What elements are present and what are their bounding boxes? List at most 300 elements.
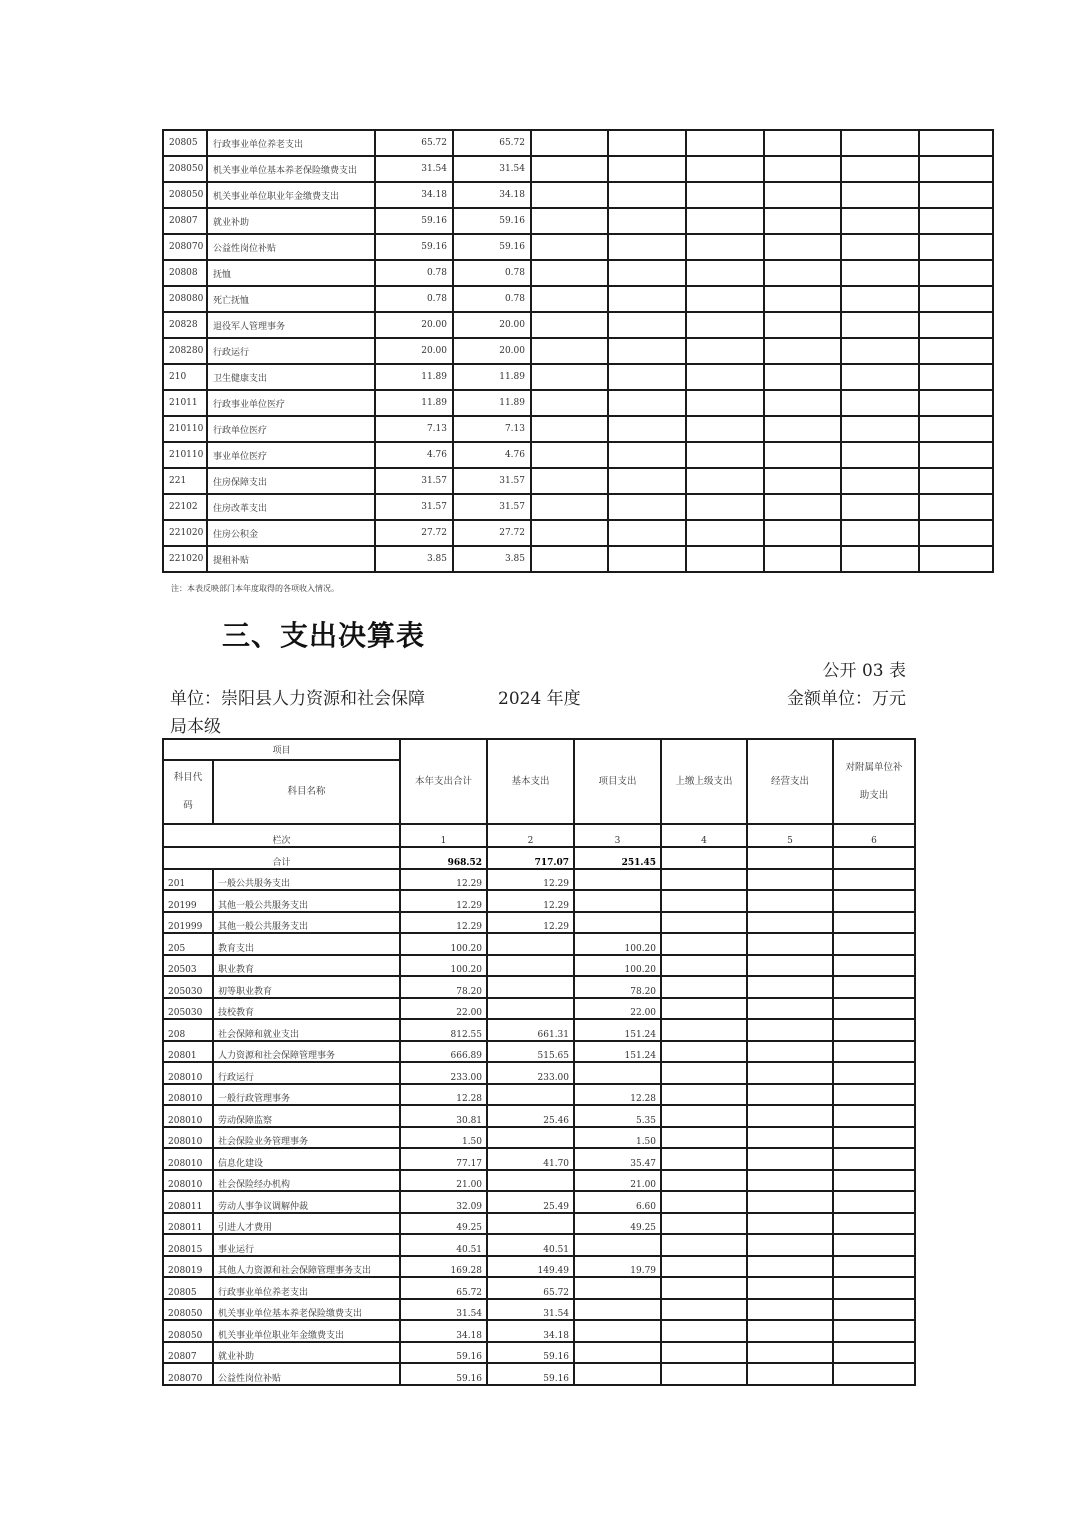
- header-basic: 基本支出: [487, 739, 574, 824]
- amount-total: 31.54: [375, 156, 453, 182]
- empty-cell: [661, 1084, 747, 1106]
- amount-total: 59.16: [375, 234, 453, 260]
- table-row: [163, 234, 993, 260]
- empty-cell: [919, 130, 993, 156]
- amount-project: [574, 869, 661, 891]
- empty-cell: [686, 312, 764, 338]
- amount-basic: 12.29: [487, 890, 574, 912]
- subject-name: 事业单位医疗: [207, 442, 375, 468]
- empty-cell: [531, 442, 608, 468]
- subject-name: 公益性岗位补贴: [213, 1363, 400, 1385]
- table-row: [163, 286, 993, 312]
- empty-cell: [531, 546, 608, 572]
- amount-basic: [487, 933, 574, 955]
- table-row: [163, 416, 993, 442]
- amount-basic: 149.49: [487, 1256, 574, 1278]
- subject-code: 208070: [163, 234, 207, 260]
- table-row: [163, 1127, 915, 1149]
- amount-project: [574, 1234, 661, 1256]
- subject-name: 人力资源和社会保障管理事务: [213, 1041, 400, 1063]
- amount-basic: [487, 1213, 574, 1235]
- subject-name: 技校教育: [213, 998, 400, 1020]
- subject-code: 201: [163, 869, 213, 891]
- table-row: [163, 1256, 915, 1278]
- empty-cell: [686, 156, 764, 182]
- column-index-4: 4: [661, 824, 747, 847]
- amount-project: 78.20: [574, 976, 661, 998]
- amount-total: 233.00: [400, 1062, 487, 1084]
- empty-cell: [608, 390, 686, 416]
- empty-cell: [919, 468, 993, 494]
- amount-basic: [487, 1127, 574, 1149]
- empty-cell: [919, 234, 993, 260]
- table-row: [163, 312, 993, 338]
- empty-cell: [531, 390, 608, 416]
- empty-cell: [661, 1170, 747, 1192]
- amount-total: 77.17: [400, 1148, 487, 1170]
- amount-total: 100.20: [400, 933, 487, 955]
- amount-project: [574, 1342, 661, 1364]
- empty-cell: [841, 390, 919, 416]
- empty-cell: [764, 208, 841, 234]
- empty-cell: [764, 312, 841, 338]
- subject-code: 208: [163, 1019, 213, 1041]
- amount-basic: 7.13: [453, 416, 531, 442]
- amount-basic: [487, 1084, 574, 1106]
- subject-code: 210: [163, 364, 207, 390]
- subject-name: 劳动人事争议调解仲裁: [213, 1191, 400, 1213]
- empty-cell: [919, 442, 993, 468]
- amount-basic: 661.31: [487, 1019, 574, 1041]
- subject-code: 221020: [163, 520, 207, 546]
- empty-cell: [686, 286, 764, 312]
- table-row: [163, 468, 993, 494]
- empty-cell: [919, 494, 993, 520]
- table-row: [163, 1041, 915, 1063]
- amount-total: 11.89: [375, 364, 453, 390]
- empty-cell: [531, 260, 608, 286]
- money-unit: 金额单位：万元: [787, 689, 906, 709]
- amount-total: 12.29: [400, 869, 487, 891]
- empty-cell: [747, 933, 833, 955]
- empty-cell: [531, 156, 608, 182]
- empty-cell: [661, 1256, 747, 1278]
- subject-code: 20828: [163, 312, 207, 338]
- empty-cell: [841, 286, 919, 312]
- empty-cell: [919, 364, 993, 390]
- empty-cell: [661, 1148, 747, 1170]
- empty-cell: [833, 1105, 915, 1127]
- table-row: [163, 156, 993, 182]
- empty-cell: [686, 364, 764, 390]
- empty-cell: [531, 520, 608, 546]
- empty-cell: [764, 364, 841, 390]
- amount-basic: 0.78: [453, 286, 531, 312]
- amount-basic: 20.00: [453, 338, 531, 364]
- empty-cell: [764, 286, 841, 312]
- empty-cell: [833, 1062, 915, 1084]
- empty-cell: [661, 998, 747, 1020]
- column-index-1: 1: [400, 824, 487, 847]
- table-row: [163, 1148, 915, 1170]
- header-item: 项目: [163, 739, 400, 760]
- empty-cell: [608, 312, 686, 338]
- empty-cell: [661, 933, 747, 955]
- empty-cell: [841, 520, 919, 546]
- subject-code: 208015: [163, 1234, 213, 1256]
- empty-cell: [833, 1084, 915, 1106]
- subject-code: 20807: [163, 1342, 213, 1364]
- subject-code: 210110: [163, 442, 207, 468]
- table-row: [163, 260, 993, 286]
- amount-basic: [487, 1170, 574, 1192]
- total-subsidy: [833, 847, 915, 869]
- empty-cell: [531, 234, 608, 260]
- empty-cell: [686, 468, 764, 494]
- empty-cell: [919, 260, 993, 286]
- empty-cell: [841, 416, 919, 442]
- subject-name: 行政事业单位养老支出: [207, 130, 375, 156]
- subject-name: 就业补助: [207, 208, 375, 234]
- header-code: 科目代码: [163, 760, 213, 824]
- amount-basic: 65.72: [453, 130, 531, 156]
- subject-code: 208050: [163, 1299, 213, 1321]
- subject-name: 公益性岗位补贴: [207, 234, 375, 260]
- subject-name: 住房公积金: [207, 520, 375, 546]
- empty-cell: [661, 1019, 747, 1041]
- table-row: [163, 998, 915, 1020]
- empty-cell: [764, 416, 841, 442]
- amount-basic: 31.57: [453, 494, 531, 520]
- header-name: 科目名称: [213, 760, 400, 824]
- empty-cell: [919, 338, 993, 364]
- empty-cell: [833, 1127, 915, 1149]
- empty-cell: [747, 1127, 833, 1149]
- table-row: [163, 933, 915, 955]
- empty-cell: [833, 1363, 915, 1385]
- empty-cell: [841, 234, 919, 260]
- empty-cell: [764, 130, 841, 156]
- empty-cell: [764, 260, 841, 286]
- empty-cell: [661, 1342, 747, 1364]
- empty-cell: [608, 338, 686, 364]
- empty-cell: [661, 1041, 747, 1063]
- empty-cell: [841, 494, 919, 520]
- subject-name: 一般行政管理事务: [213, 1084, 400, 1106]
- empty-cell: [608, 416, 686, 442]
- subject-name: 其他一般公共服务支出: [213, 890, 400, 912]
- subject-name: 住房保障支出: [207, 468, 375, 494]
- subject-name: 其他人力资源和社会保障管理事务支出: [213, 1256, 400, 1278]
- empty-cell: [661, 1062, 747, 1084]
- subject-name: 就业补助: [213, 1342, 400, 1364]
- header-business: 经营支出: [747, 739, 833, 824]
- empty-cell: [531, 286, 608, 312]
- empty-cell: [686, 494, 764, 520]
- subject-code: 221020: [163, 546, 207, 572]
- amount-project: 12.28: [574, 1084, 661, 1106]
- subject-code: 208011: [163, 1191, 213, 1213]
- amount-project: [574, 1320, 661, 1342]
- amount-project: 1.50: [574, 1127, 661, 1149]
- empty-cell: [608, 468, 686, 494]
- empty-cell: [919, 286, 993, 312]
- total-sum: 968.52: [400, 847, 487, 869]
- table-row: [163, 546, 993, 572]
- amount-basic: 31.54: [453, 156, 531, 182]
- empty-cell: [764, 390, 841, 416]
- amount-project: 6.60: [574, 1191, 661, 1213]
- empty-cell: [661, 955, 747, 977]
- amount-project: 100.20: [574, 933, 661, 955]
- amount-total: 1.50: [400, 1127, 487, 1149]
- subject-code: 208011: [163, 1213, 213, 1235]
- empty-cell: [747, 1170, 833, 1192]
- table-row: [163, 1062, 915, 1084]
- amount-total: 666.89: [400, 1041, 487, 1063]
- amount-total: 34.18: [400, 1320, 487, 1342]
- unit-label-continued: 局本级: [170, 717, 221, 737]
- empty-cell: [764, 182, 841, 208]
- empty-cell: [747, 1213, 833, 1235]
- empty-cell: [747, 890, 833, 912]
- empty-cell: [686, 390, 764, 416]
- total-label: 合计: [163, 847, 400, 869]
- subject-name: 卫生健康支出: [207, 364, 375, 390]
- amount-basic: 31.54: [487, 1299, 574, 1321]
- empty-cell: [764, 234, 841, 260]
- table-row: [163, 442, 993, 468]
- column-index-2: 2: [487, 824, 574, 847]
- empty-cell: [747, 1084, 833, 1106]
- empty-cell: [919, 520, 993, 546]
- table-row: [163, 1084, 915, 1106]
- amount-basic: 4.76: [453, 442, 531, 468]
- empty-cell: [833, 976, 915, 998]
- subject-code: 20805: [163, 130, 207, 156]
- amount-basic: 59.16: [487, 1363, 574, 1385]
- empty-cell: [531, 364, 608, 390]
- table-row: [163, 208, 993, 234]
- subject-code: 20199: [163, 890, 213, 912]
- empty-cell: [608, 364, 686, 390]
- amount-basic: [487, 998, 574, 1020]
- table-row: [163, 955, 915, 977]
- empty-cell: [661, 1299, 747, 1321]
- empty-cell: [747, 869, 833, 891]
- empty-cell: [833, 998, 915, 1020]
- empty-cell: [764, 494, 841, 520]
- table-row: [163, 1277, 915, 1299]
- amount-basic: 0.78: [453, 260, 531, 286]
- empty-cell: [841, 338, 919, 364]
- empty-cell: [919, 182, 993, 208]
- amount-total: 12.29: [400, 890, 487, 912]
- empty-cell: [833, 912, 915, 934]
- amount-project: 151.24: [574, 1041, 661, 1063]
- subject-code: 208010: [163, 1148, 213, 1170]
- amount-project: 19.79: [574, 1256, 661, 1278]
- amount-basic: 25.49: [487, 1191, 574, 1213]
- subject-name: 社会保障和就业支出: [213, 1019, 400, 1041]
- table-note: 注：本表反映部门本年度取得的各项收入情况。: [171, 584, 339, 593]
- amount-basic: 40.51: [487, 1234, 574, 1256]
- header-total: 本年支出合计: [400, 739, 487, 824]
- subject-code: 221: [163, 468, 207, 494]
- amount-basic: [487, 955, 574, 977]
- empty-cell: [686, 416, 764, 442]
- table-row: [163, 1019, 915, 1041]
- empty-cell: [747, 1299, 833, 1321]
- table-row: [163, 1342, 915, 1364]
- empty-cell: [833, 1320, 915, 1342]
- amount-total: 7.13: [375, 416, 453, 442]
- empty-cell: [686, 338, 764, 364]
- empty-cell: [531, 208, 608, 234]
- empty-cell: [833, 1234, 915, 1256]
- empty-cell: [531, 182, 608, 208]
- column-index-3: 3: [574, 824, 661, 847]
- subject-name: 机关事业单位职业年金缴费支出: [207, 182, 375, 208]
- empty-cell: [661, 890, 747, 912]
- subject-code: 208010: [163, 1127, 213, 1149]
- amount-total: 12.28: [400, 1084, 487, 1106]
- subject-code: 20805: [163, 1277, 213, 1299]
- amount-total: 65.72: [400, 1277, 487, 1299]
- subject-name: 机关事业单位职业年金缴费支出: [213, 1320, 400, 1342]
- amount-project: 22.00: [574, 998, 661, 1020]
- empty-cell: [686, 260, 764, 286]
- fiscal-year: 2024 年度: [498, 689, 581, 709]
- empty-cell: [661, 1105, 747, 1127]
- amount-total: 59.16: [400, 1363, 487, 1385]
- subject-code: 20807: [163, 208, 207, 234]
- empty-cell: [747, 1062, 833, 1084]
- empty-cell: [833, 1277, 915, 1299]
- amount-project: 5.35: [574, 1105, 661, 1127]
- empty-cell: [661, 1320, 747, 1342]
- amount-total: 0.78: [375, 260, 453, 286]
- section-title: 三、支出决算表: [222, 619, 426, 652]
- amount-basic: 12.29: [487, 869, 574, 891]
- subject-code: 20503: [163, 955, 213, 977]
- amount-basic: 12.29: [487, 912, 574, 934]
- subject-code: 208080: [163, 286, 207, 312]
- empty-cell: [833, 1342, 915, 1364]
- amount-project: [574, 1277, 661, 1299]
- subject-name: 机关事业单位基本养老保险缴费支出: [207, 156, 375, 182]
- subject-name: 社会保险业务管理事务: [213, 1127, 400, 1149]
- amount-basic: 27.72: [453, 520, 531, 546]
- empty-cell: [661, 869, 747, 891]
- amount-total: 812.55: [400, 1019, 487, 1041]
- empty-cell: [608, 494, 686, 520]
- empty-cell: [833, 890, 915, 912]
- amount-total: 31.54: [400, 1299, 487, 1321]
- empty-cell: [841, 156, 919, 182]
- empty-cell: [747, 955, 833, 977]
- empty-cell: [661, 1363, 747, 1385]
- table-row: [163, 912, 915, 934]
- amount-total: 0.78: [375, 286, 453, 312]
- subject-name: 抚恤: [207, 260, 375, 286]
- amount-total: 3.85: [375, 546, 453, 572]
- empty-cell: [686, 546, 764, 572]
- column-index-5: 5: [747, 824, 833, 847]
- amount-project: 21.00: [574, 1170, 661, 1192]
- amount-total: 31.57: [375, 468, 453, 494]
- empty-cell: [747, 1105, 833, 1127]
- empty-cell: [608, 520, 686, 546]
- subject-name: 行政事业单位养老支出: [213, 1277, 400, 1299]
- amount-basic: [487, 976, 574, 998]
- empty-cell: [764, 156, 841, 182]
- amount-total: 59.16: [375, 208, 453, 234]
- amount-total: 4.76: [375, 442, 453, 468]
- table-row: [163, 1320, 915, 1342]
- subject-name: 初等职业教育: [213, 976, 400, 998]
- empty-cell: [686, 520, 764, 546]
- empty-cell: [841, 130, 919, 156]
- total-business: [747, 847, 833, 869]
- empty-cell: [833, 955, 915, 977]
- table-row: [163, 1363, 915, 1385]
- empty-cell: [531, 416, 608, 442]
- empty-cell: [531, 494, 608, 520]
- amount-basic: 233.00: [487, 1062, 574, 1084]
- total-basic: 717.07: [487, 847, 574, 869]
- expenditure-table: [162, 738, 916, 1386]
- table-row: [163, 494, 993, 520]
- empty-cell: [608, 182, 686, 208]
- empty-cell: [764, 520, 841, 546]
- amount-total: 30.81: [400, 1105, 487, 1127]
- amount-basic: 41.70: [487, 1148, 574, 1170]
- amount-total: 27.72: [375, 520, 453, 546]
- subject-name: 行政单位医疗: [207, 416, 375, 442]
- subject-name: 信息化建设: [213, 1148, 400, 1170]
- subject-name: 引进人才费用: [213, 1213, 400, 1235]
- header-upper: 上缴上级支出: [661, 739, 747, 824]
- header-subsidy: 对附属单位补助支出: [833, 739, 915, 824]
- form-number: 公开 03 表: [822, 661, 906, 681]
- empty-cell: [841, 260, 919, 286]
- empty-cell: [747, 1277, 833, 1299]
- total-upper: [661, 847, 747, 869]
- subject-name: 事业运行: [213, 1234, 400, 1256]
- subject-code: 22102: [163, 494, 207, 520]
- empty-cell: [919, 416, 993, 442]
- subject-code: 201999: [163, 912, 213, 934]
- empty-cell: [764, 546, 841, 572]
- subject-name: 社会保险经办机构: [213, 1170, 400, 1192]
- amount-total: 78.20: [400, 976, 487, 998]
- amount-basic: 31.57: [453, 468, 531, 494]
- empty-cell: [531, 468, 608, 494]
- amount-project: 49.25: [574, 1213, 661, 1235]
- table-row: [163, 1191, 915, 1213]
- empty-cell: [686, 208, 764, 234]
- amount-total: 31.57: [375, 494, 453, 520]
- table-row: [163, 390, 993, 416]
- empty-cell: [919, 390, 993, 416]
- empty-cell: [531, 130, 608, 156]
- amount-total: 20.00: [375, 338, 453, 364]
- table-row: [163, 338, 993, 364]
- empty-cell: [764, 442, 841, 468]
- amount-total: 34.18: [375, 182, 453, 208]
- header-project: 项目支出: [574, 739, 661, 824]
